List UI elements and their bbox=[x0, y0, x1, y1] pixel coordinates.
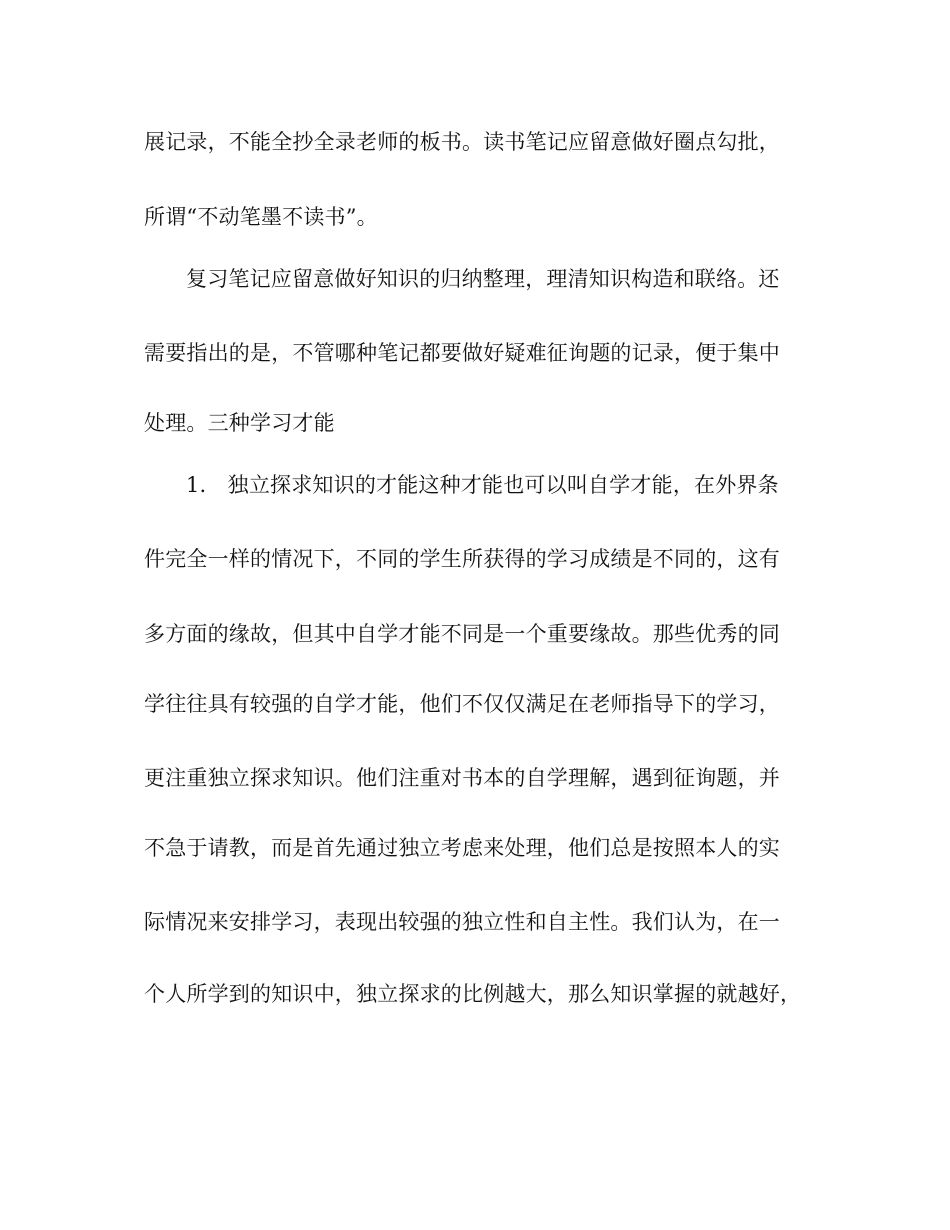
text-line-1: 展记录，不能全抄全录老师的板书。读书笔记应留意做好圈点勾批， bbox=[144, 130, 780, 154]
paragraph-start-line: 复习笔记应留意做好知识的归纳整理，理清知识构造和联络。还 bbox=[186, 267, 780, 291]
text-line-9: 学往往具有较强的自学才能，他们不仅仅满足在老师指导下的学习， bbox=[144, 692, 780, 716]
text-line-13: 个人所学到的知识中，独立探求的比例越大，那么知识掌握的就越好， bbox=[144, 982, 802, 1006]
text-line-2: 所谓“不动笔墨不读书”。 bbox=[144, 205, 378, 229]
text-line-8: 多方面的缘故，但其中自学才能不同是一个重要缘故。那些优秀的同 bbox=[144, 622, 780, 646]
text-line-4: 需要指出的是，不管哪种笔记都要做好疑难征询题的记录，便于集中 bbox=[144, 341, 780, 365]
text-line-10: 更注重独立探求知识。他们注重对书本的自学理解，遇到征询题，并 bbox=[144, 766, 780, 790]
text-line-7: 件完全一样的情况下，不同的学生所获得的学习成绩是不同的，这有 bbox=[144, 547, 780, 571]
text-line-11: 不急于请教，而是首先通过独立考虑来处理，他们总是按照本人的实 bbox=[144, 836, 780, 860]
numbered-item-line: 1. 独立探求知识的才能这种才能也可以叫自学才能，在外界条 bbox=[186, 473, 779, 497]
text-line-5: 处理。三种学习才能 bbox=[144, 411, 335, 435]
text-line-12: 际情况来安排学习，表现出较强的独立性和自主性。我们认为，在一 bbox=[144, 910, 780, 934]
